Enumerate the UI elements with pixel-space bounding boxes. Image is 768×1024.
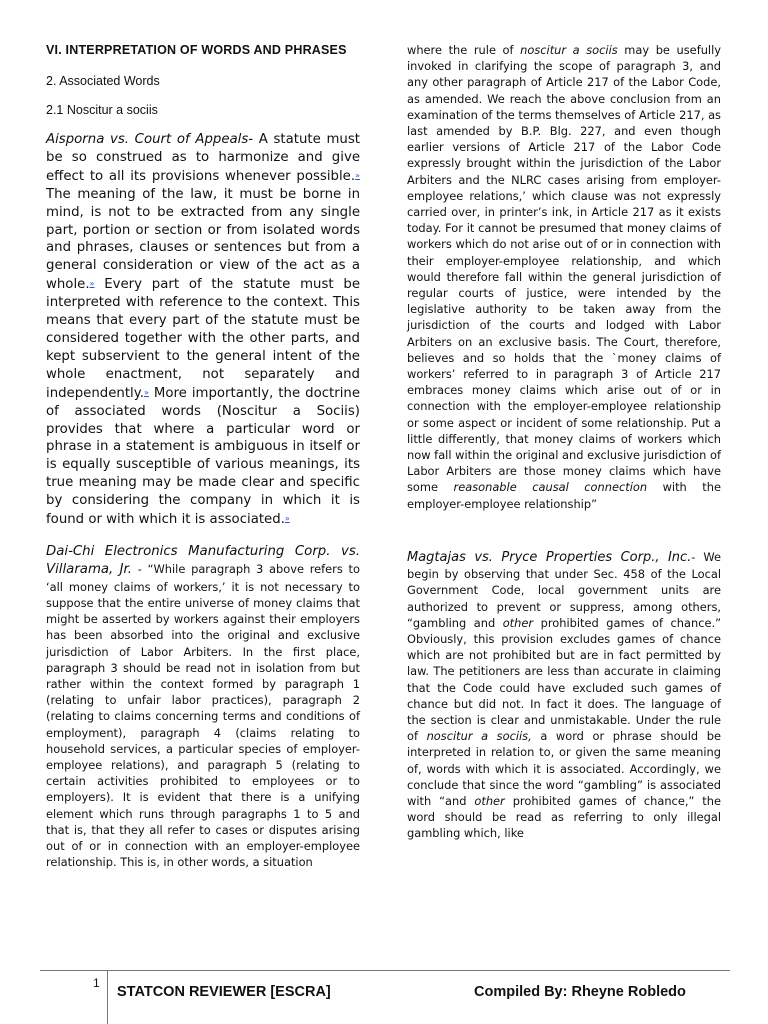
footnote-link[interactable]: » (89, 279, 95, 289)
left-column (46, 42, 360, 870)
case-text: The meaning of the law, it must be borne in mind, is not to be extracted from any single part, portion or section or from isolated words and phrases, clauses or sentences but from a general consideration or view of the act as a whole. (46, 186, 360, 293)
footer-title: STATCON REVIEWER [ESCRA] (117, 984, 331, 1000)
case-text: We begin by observing that under Sec. 458 of the Local Government Code, local government units are authorized to prevent or suppress, among others, “gambling and (407, 549, 721, 630)
case-text: prohibited games of chance,” the word should be read as referring to only illegal gambling which, like (407, 793, 721, 841)
case-text-italic: reasonable causal connection (453, 480, 648, 495)
case-text-italic: other (474, 793, 505, 808)
footer-vertical-divider (107, 970, 108, 1024)
case-dai-chi (46, 543, 360, 870)
case-text: A statute must be so construed as to harmonize and give effect to all its provisions whenever possible. (46, 132, 360, 184)
dai-chi-continuation (407, 42, 721, 512)
case-text-italic: noscitur a sociis, (426, 729, 532, 744)
footnote-link[interactable]: » (355, 170, 360, 180)
footnote-link[interactable]: » (284, 514, 290, 524)
case-title-magtajas: Magtajas vs. Pryce Properties Corp., Inc. (407, 549, 692, 565)
case-text: with the employer-employee relationship” (407, 480, 721, 511)
case-text: may be usefully invoked in clarifying the scope of paragraph 3, and any other paragraph of Article 217 of the Labor Code, as amended. We reach the above conclusion from an examination of the terms themselves of Article 217, as last amended by B.P. Blg. 227, and even though earlier versions of Article 217 of the Labor Code expressly brought within the jurisdiction of the Labor Arbiters and the NLRC cases arising from employer-employee relations,’ which clause was not expressly carried over, in printer’s ink, in Article 217 as it exists today. For it cannot be presumed that money claims of workers which do not arise out of or in connection with their employer-employee relationship, and which would therefore fall within the general jurisdiction of regular courts of justice, were intended by the legislative authority to be taken away from the jurisdiction of the courts and lodged with Labor Arbiters on an exclusive basis. The Court, therefore, believes and so holds that the `money claims of workers’ referred to in paragraph 3 of Article 217 embraces money claims which arise out of or in connection with the employer-employee relationship or some aspect or incident of some relationship. Put a little differently, that money claims of workers which now fall within the original and exclusive jurisdiction of Labor Arbiters are those money claims which have some (407, 43, 721, 495)
footnote-link[interactable]: » (143, 387, 149, 397)
right-column (407, 42, 721, 842)
case-text: - “While paragraph 3 above refers to ‘all money claims of workers,’ it is not necessary to suppose that the entire universe of money claims that might be asserted by workers against their employers has been absorbed into the original and exclusive jurisdiction of Labor Arbiters. In the first place, paragraph 3 should be read not in isolation from but rather within the context formed by paragraph 1 (relating to unfair labor practices), paragraph 2 (relating to claims concerning terms and conditions of employment), paragraph 4 (claims relating to household services, a particular species of employer-employee relations), and paragraph 5 (relating to certain activities prohibited to employees or to employers). It is evident that there is a unifying element which runs through paragraphs 1 to 5 and that is, that they all refer to cases or disputes arising out of or in connection with an employer-employee relationship. This is, in other words, a situation (46, 561, 360, 870)
case-magtajas (407, 549, 721, 842)
case-text: where the rule of (407, 43, 521, 57)
case-title-aisporna: Aisporna vs. Court of Appeals- (46, 132, 254, 147)
subheading-noscitur: 2.1 Noscitur a sociis (46, 103, 158, 117)
spacer (407, 512, 721, 549)
case-text: Every part of the statute must be interpreted with reference to the context. This means that every part of the statute must be considered together with the other parts, and kept subservient to the general intent of the whole enactment, not separately and independently. (46, 277, 360, 401)
case-dash: - (691, 549, 696, 564)
case-text-italic: noscitur a sociis (520, 43, 618, 57)
case-text: prohibited games of chance.” Obviously, this provision excludes games of chance which are not prohibited but are in fact permitted by law. The petitioners are less than accurate in claiming that the Code could have excluded such games of chance but did not. In fact it does. The language of the section is clear and unmistakable. Under the rule of (407, 615, 721, 744)
footer-divider (40, 970, 730, 971)
page-number: 1 (93, 976, 100, 990)
section-heading: VI. INTERPRETATION OF WORDS AND PHRASES (46, 43, 347, 57)
case-text-italic: other (502, 615, 534, 630)
case-text: a word or phrase should be interpreted in relation to, or given the same meaning of, words with which it is associated. Accordingly, we conclude that since the word “gambling” is associated with “and (407, 729, 721, 808)
subheading-associated-words: 2. Associated Words (46, 74, 160, 88)
footer-author: Compiled By: Rheyne Robledo (474, 984, 686, 1000)
case-aisporna (46, 131, 360, 529)
case-title-dai-chi: Dai-Chi Electronics Manufacturing Corp. vs. Villarama, Jr. (46, 543, 360, 577)
case-text: More importantly, the doctrine of associated words (Noscitur a Sociis) provides that where a particular word or phrase in a statement is ambiguous in itself or is equally susceptible of various meanings, its true meaning may be made clear and specific by considering the company in which it is found or with which it is associated. (46, 385, 360, 528)
